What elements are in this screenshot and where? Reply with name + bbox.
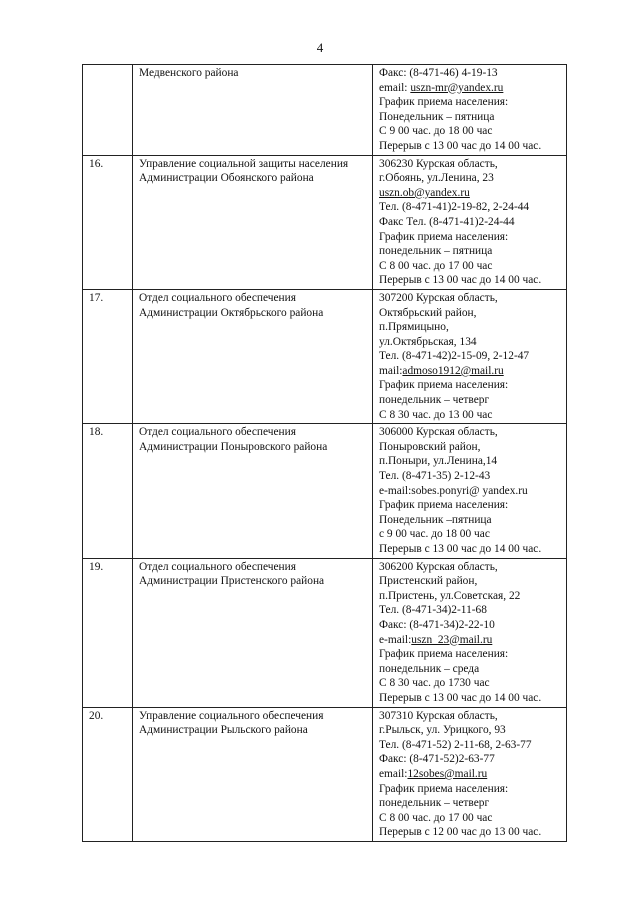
row-number	[83, 707, 133, 841]
contact-line-text: г.Рыльск, ул. Урицкого, 93	[379, 724, 506, 737]
contact-line	[379, 440, 562, 455]
table-row	[83, 289, 567, 423]
contact-line	[379, 662, 562, 677]
contact-line-text: Тел. (8-471-41)2-19-82, 2-24-44	[379, 201, 530, 214]
contact-line	[379, 349, 562, 364]
organization-name	[133, 65, 373, 156]
contact-line	[379, 574, 562, 589]
contact-line-text: График приема населения:	[379, 499, 509, 512]
contact-line	[379, 527, 562, 542]
contact-line	[379, 691, 562, 706]
table-row	[83, 707, 567, 841]
table-row	[83, 65, 567, 156]
contact-line-text: 306200 Курская область,	[379, 560, 498, 573]
contact-line-text: п.Пристень, ул.Советская, 22	[379, 589, 521, 602]
contact-line	[379, 811, 562, 826]
contact-line	[379, 244, 562, 259]
contact-line-text: С 8 00 час. до 17 00 час	[379, 811, 493, 824]
contact-line-text: понедельник – четверг	[379, 394, 490, 407]
email-link[interactable]: 12sobes@mail.ru	[407, 767, 488, 780]
contact-line	[379, 454, 562, 469]
contact-line	[379, 647, 562, 662]
contact-line-text: Перерыв с 13 00 час до 14 00 час.	[379, 139, 542, 152]
organization-name-text: Управление социального обеспечения Администрации Рыльского района	[139, 709, 324, 737]
contact-line-text: Тел. (8-471-42)2-15-09, 2-12-47	[379, 350, 530, 363]
contact-line	[379, 425, 562, 440]
contact-line-text: Пристенский район,	[379, 575, 478, 588]
contact-line-text: Тел. (8-471-35) 2-12-43	[379, 470, 491, 483]
organization-name-text: Медвенского района	[139, 67, 239, 79]
contact-line	[379, 335, 562, 350]
contact-line	[379, 66, 562, 81]
contact-line-text: 306230 Курская область,	[379, 157, 498, 170]
contact-line	[379, 364, 562, 379]
row-number	[83, 65, 133, 156]
row-number-text: 19.	[89, 560, 104, 573]
contact-line	[379, 273, 562, 288]
contact-info	[373, 65, 567, 156]
contact-line-text: понедельник – среда	[379, 662, 480, 675]
contact-line	[379, 139, 562, 154]
contact-line-text: e-mail:sobes.ponyri@ yandex.ru	[379, 484, 528, 497]
contact-line	[379, 393, 562, 408]
contact-line-text: г.Обоянь, ул.Ленина, 23	[379, 172, 494, 185]
contact-line	[379, 469, 562, 484]
table-row	[83, 558, 567, 707]
contact-line	[379, 738, 562, 753]
contact-line	[379, 124, 562, 139]
contact-line	[379, 81, 562, 96]
contact-line-text: Перерыв с 13 00 час до 14 00 час.	[379, 543, 542, 555]
row-number-text: 17.	[89, 291, 104, 304]
contact-line-text: График приема населения:	[379, 96, 509, 109]
contact-line-text: ул.Октябрьская, 134	[379, 335, 477, 348]
contact-info	[373, 424, 567, 558]
contact-line	[379, 484, 562, 499]
contact-line-text: График приема населения:	[379, 379, 509, 392]
contact-line-text: Понедельник – пятница	[379, 110, 495, 123]
contact-line-text: email:	[379, 767, 408, 780]
contact-line	[379, 618, 562, 633]
contact-line-text: График приема населения:	[379, 230, 509, 243]
row-number-text: 18.	[89, 426, 104, 439]
contact-line	[379, 825, 562, 840]
organization-name	[133, 289, 373, 423]
contact-line-text: email:	[379, 81, 411, 94]
contact-line	[379, 186, 562, 201]
email-link[interactable]: uszn.ob@yandex.ru	[379, 186, 470, 199]
organization-name	[133, 558, 373, 707]
contact-info	[373, 155, 567, 289]
contact-line	[379, 157, 562, 172]
contact-line	[379, 110, 562, 125]
contact-line-text: понедельник – четверг	[379, 797, 490, 810]
organization-name	[133, 424, 373, 558]
contact-line	[379, 95, 562, 110]
contact-line-text: Перерыв с 13 00 час до 14 00 час.	[379, 691, 542, 704]
contact-line	[379, 767, 562, 782]
contact-info	[373, 558, 567, 707]
contact-line-text: Октябрьский район,	[379, 306, 477, 319]
contact-line	[379, 306, 562, 321]
contact-line	[379, 709, 562, 724]
contact-line	[379, 498, 562, 513]
organization-name-text: Отдел социального обеспечения Администрации Поныровского района	[139, 426, 328, 453]
row-number-text: 20.	[89, 709, 104, 722]
contact-line-text: С 8 00 час. до 17 00 час	[379, 259, 493, 272]
row-number-text: 16.	[89, 157, 104, 170]
contact-line-text: 307310 Курская область,	[379, 709, 498, 722]
contact-line-text: Тел. (8-471-52) 2-11-68, 2-63-77	[379, 738, 532, 751]
contact-line-text: С 9 00 час. до 18 00 час	[379, 125, 493, 138]
contact-line	[379, 291, 562, 306]
contact-line-text: e-mail:	[379, 633, 412, 646]
email-link[interactable]: uszn-mr@yandex.ru	[410, 81, 504, 94]
contact-line	[379, 676, 562, 691]
contact-line-text: С 8 30 час. до 1730 час	[379, 677, 490, 690]
contact-line-text: понедельник – пятница	[379, 245, 493, 258]
organization-name	[133, 155, 373, 289]
organization-name-text: Отдел социального обеспечения Администрации Пристенского района	[139, 560, 325, 588]
email-link[interactable]: admoso1912@mail.ru	[402, 364, 504, 377]
row-number	[83, 155, 133, 289]
contact-line-text: 307200 Курская область,	[379, 291, 498, 304]
contact-line	[379, 633, 562, 648]
row-number	[83, 558, 133, 707]
email-link[interactable]: uszn_23@mail.ru	[411, 633, 493, 646]
contact-line	[379, 200, 562, 215]
contact-info	[373, 289, 567, 423]
contact-line-text: Перерыв с 12 00 час до 13 00 час.	[379, 826, 542, 839]
organization-name-text: Отдел социального обеспечения Администрации Октябрьского района	[139, 291, 324, 319]
organization-name	[133, 707, 373, 841]
contact-line	[379, 408, 562, 423]
contact-line-text: п.Поныри, ул.Ленина,14	[379, 455, 498, 468]
contact-info	[373, 707, 567, 841]
contact-line-text: Поныровский район,	[379, 440, 481, 453]
contact-line	[379, 796, 562, 811]
row-number	[83, 289, 133, 423]
contact-line	[379, 782, 562, 797]
contact-line-text: С 8 30 час. до 13 00 час	[379, 408, 493, 421]
contact-line-text: Факс: (8-471-34)2-22-10	[379, 618, 495, 631]
contact-line	[379, 589, 562, 604]
contact-line	[379, 230, 562, 245]
offices-table-body	[83, 65, 567, 842]
contact-line-text: п.Прямицыно,	[379, 321, 449, 334]
contact-line-text: Тел. (8-471-34)2-11-68	[379, 604, 487, 617]
contact-line-text: 306000 Курская область,	[379, 426, 498, 439]
contact-line	[379, 171, 562, 186]
contact-line	[379, 560, 562, 575]
contact-line-text: mail:	[379, 364, 403, 377]
contact-line	[379, 513, 562, 528]
contact-line	[379, 215, 562, 230]
contact-line	[379, 378, 562, 393]
contact-line-text: График приема населения:	[379, 782, 509, 795]
contact-line	[379, 320, 562, 335]
table-row	[83, 424, 567, 558]
contact-line	[379, 752, 562, 767]
row-number	[83, 424, 133, 558]
contact-line-text: Факс: (8-471-52)2-63-77	[379, 753, 495, 766]
contact-line-text: с 9 00 час. до 18 00 час	[379, 528, 490, 541]
contact-line-text: График приема населения:	[379, 648, 509, 661]
contact-line	[379, 542, 562, 557]
page-number: 4	[316, 40, 324, 55]
offices-table	[82, 64, 567, 842]
contact-line	[379, 603, 562, 618]
contact-line-text: Перерыв с 13 00 час до 14 00 час.	[379, 274, 542, 287]
organization-name-text: Управление социальной защиты населения Администрации Обоянского района	[139, 157, 349, 185]
table-row	[83, 155, 567, 289]
contact-line	[379, 723, 562, 738]
contact-line-text: Понедельник –пятница	[379, 513, 492, 526]
contact-line	[379, 259, 562, 274]
contact-line-text: Факс Тел. (8-471-41)2-24-44	[379, 215, 515, 228]
contact-line-text: Факс: (8-471-46) 4-19-13	[379, 67, 498, 79]
